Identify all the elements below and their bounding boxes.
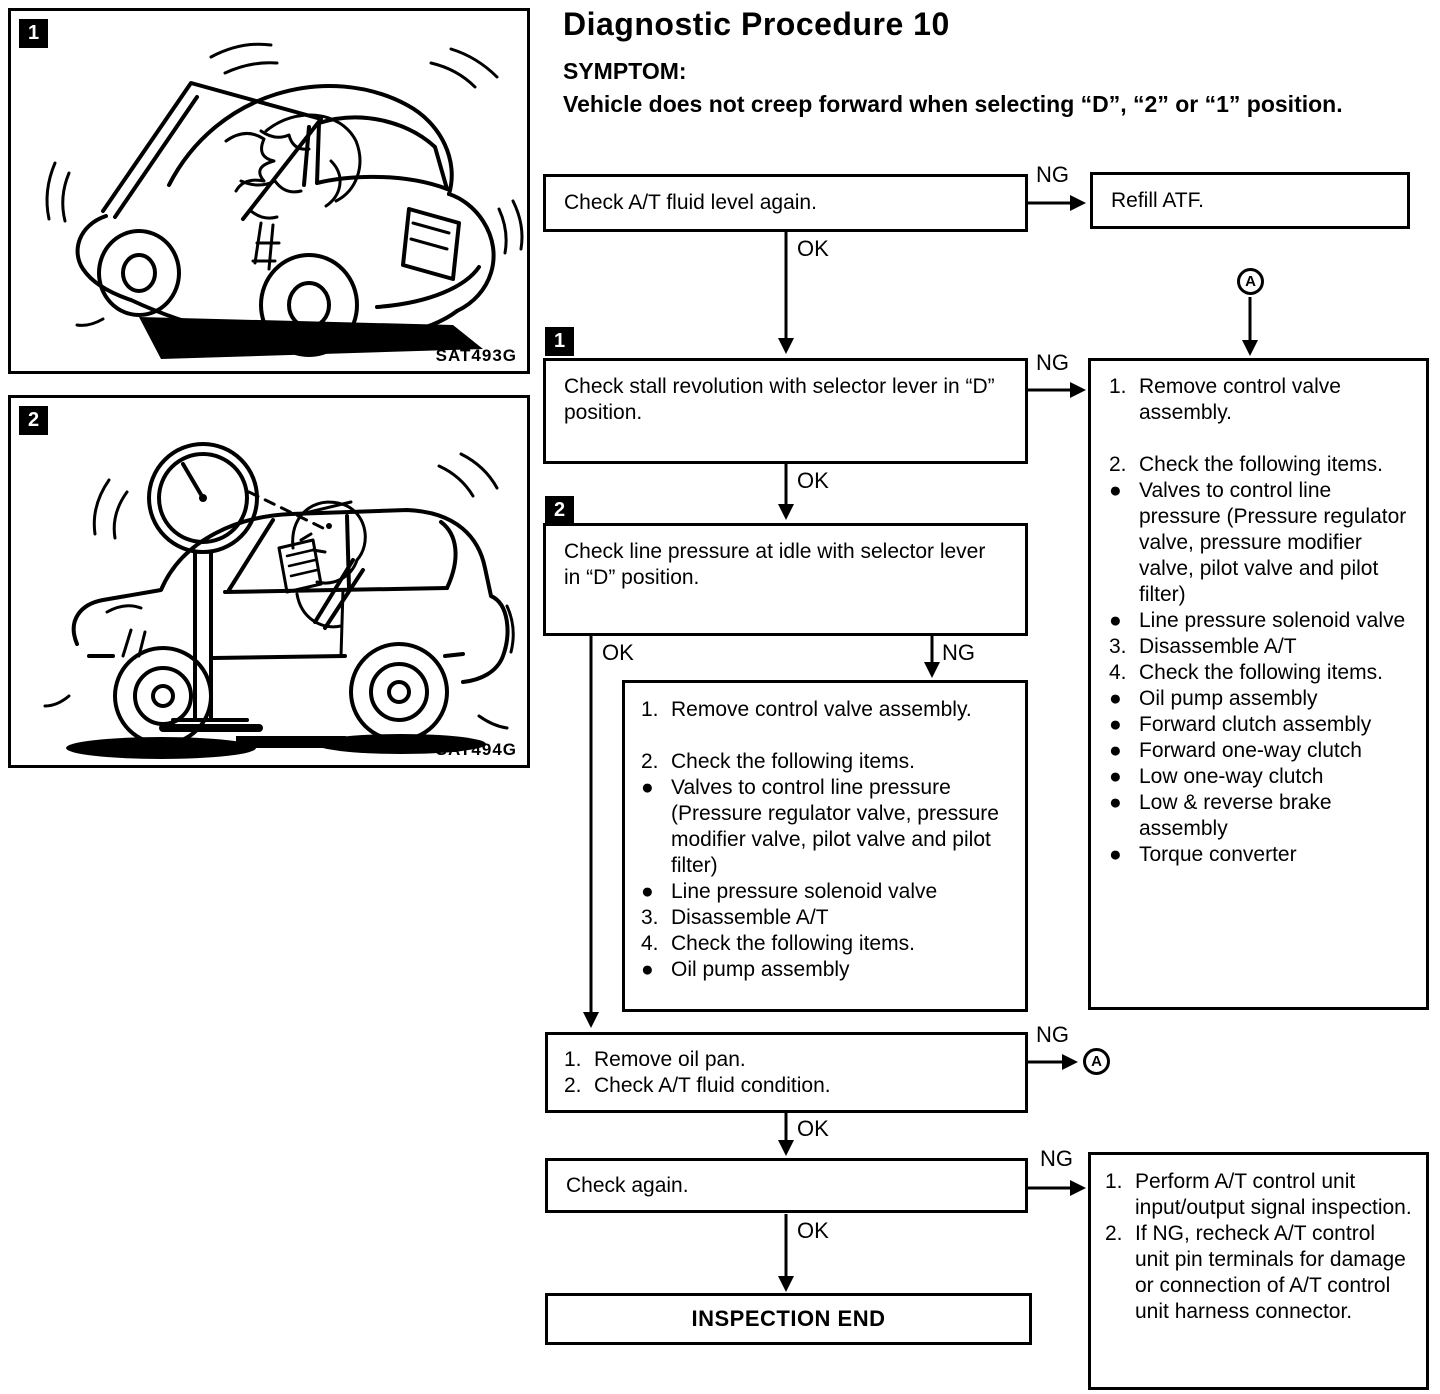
item-marker: ● [1109, 713, 1122, 736]
item-marker: 3. [1109, 635, 1127, 658]
item-text: Check A/T fluid condition. [594, 1074, 831, 1097]
item-marker: 2. [641, 750, 659, 773]
item-text: Check the following items. [1139, 453, 1383, 476]
check-fluid-box [543, 174, 1028, 232]
item-text: Remove control valve assembly. [671, 698, 972, 721]
item-marker: 4. [641, 932, 659, 955]
item-marker: ● [1109, 791, 1122, 814]
page-title: Diagnostic Procedure 10 [563, 6, 950, 42]
figure-1-code: SAT493G [435, 346, 517, 365]
control-valve-mid-box [622, 680, 1028, 1012]
item-text: Valves to control line pressure (Pressure regulator valve, pressure modifier valve, pilot valve and pilot filter) [1139, 479, 1407, 606]
item-text: Remove control valve assembly. [1139, 375, 1341, 424]
item-text: Torque converter [1139, 843, 1297, 866]
item-marker: 2. [1109, 453, 1127, 476]
item-marker: ● [1109, 739, 1122, 762]
item-text: If NG, recheck A/T control unit pin terminals for damage or connection of A/T control unit harness connector. [1135, 1222, 1406, 1323]
item-marker: 1. [641, 698, 659, 721]
check-fluid-text: Check A/T fluid level again. [564, 191, 817, 214]
item-marker: ● [641, 776, 654, 799]
item-marker: ● [641, 880, 654, 903]
item-text: Remove oil pan. [594, 1048, 746, 1071]
refill-atf-box [1090, 172, 1410, 229]
check-line-pressure-text: Check line pressure at idle with selector lever in “D” position. [564, 540, 986, 589]
ng-label-1: NG [1036, 162, 1069, 187]
check-stall-box [543, 358, 1028, 464]
item-marker: 4. [1109, 661, 1127, 684]
item-text: Oil pump assembly [1139, 687, 1318, 710]
item-text: Low one-way clutch [1139, 765, 1324, 788]
item-marker: 1. [1109, 375, 1127, 398]
figure-2-code: SAT494G [435, 740, 517, 759]
item-text: Oil pump assembly [671, 958, 850, 981]
item-text: Line pressure solenoid valve [1139, 609, 1406, 632]
item-text: Line pressure solenoid valve [671, 880, 938, 903]
ref-a-bottom: A [1083, 1048, 1110, 1075]
ok-label-3: OK [602, 640, 634, 665]
item-marker: 3. [641, 906, 659, 929]
inspection-end-box [545, 1293, 1032, 1345]
item-marker: ● [1109, 687, 1122, 710]
ng-label-4: NG [1036, 1022, 1069, 1047]
check-line-pressure-box [543, 523, 1028, 636]
ng-label-5: NG [1040, 1146, 1073, 1171]
item-marker: ● [1109, 843, 1122, 866]
symptom-label: SYMPTOM: [563, 58, 687, 84]
item-text: Check the following items. [671, 932, 915, 955]
item-marker: 2. [564, 1074, 582, 1097]
item-marker: ● [1109, 609, 1122, 632]
figure-1-number-badge: 1 [19, 19, 48, 48]
item-marker: ● [641, 958, 654, 981]
ok-label-4: OK [797, 1116, 829, 1141]
ref-a-top: A [1237, 268, 1264, 295]
inspection-end-text: INSPECTION END [691, 1306, 886, 1331]
item-marker: 1. [1105, 1170, 1123, 1193]
symptom-text: Vehicle does not creep forward when selecting “D”, “2” or “1” position. [563, 91, 1343, 117]
item-text: Check the following items. [671, 750, 915, 773]
check-again-box [545, 1158, 1028, 1213]
figure-2-number-badge: 2 [19, 406, 48, 435]
ng-label-2: NG [1036, 350, 1069, 375]
step-1-badge: 1 [545, 327, 574, 356]
ng-label-3: NG [942, 640, 975, 665]
item-text: Valves to control line pressure (Pressure regulator valve, pressure modifier valve, pilot valve and pilot filter) [671, 776, 999, 877]
control-unit-box [1088, 1152, 1429, 1390]
item-marker: 1. [564, 1048, 582, 1071]
item-marker: ● [1109, 765, 1122, 788]
item-text: Check the following items. [1139, 661, 1383, 684]
refill-atf-text: Refill ATF. [1111, 188, 1204, 212]
ok-label-2: OK [797, 468, 829, 493]
item-text: Forward clutch assembly [1139, 713, 1372, 736]
check-stall-text: Check stall revolution with selector lever in “D” position. [564, 375, 995, 424]
ok-label-5: OK [797, 1218, 829, 1243]
item-text: Forward one-way clutch [1139, 739, 1362, 762]
item-text: Disassemble A/T [671, 906, 829, 929]
item-marker: ● [1109, 479, 1122, 502]
oil-pan-box [545, 1032, 1028, 1113]
item-marker: 2. [1105, 1222, 1123, 1245]
item-text: Low & reverse brake assembly [1139, 791, 1332, 840]
control-valve-right-box [1088, 358, 1429, 1010]
ok-label-1: OK [797, 236, 829, 261]
step-2-badge: 2 [545, 496, 574, 525]
check-again-text: Check again. [566, 1173, 689, 1197]
item-text: Perform A/T control unit input/output signal inspection. [1135, 1170, 1412, 1219]
item-text: Disassemble A/T [1139, 635, 1297, 658]
